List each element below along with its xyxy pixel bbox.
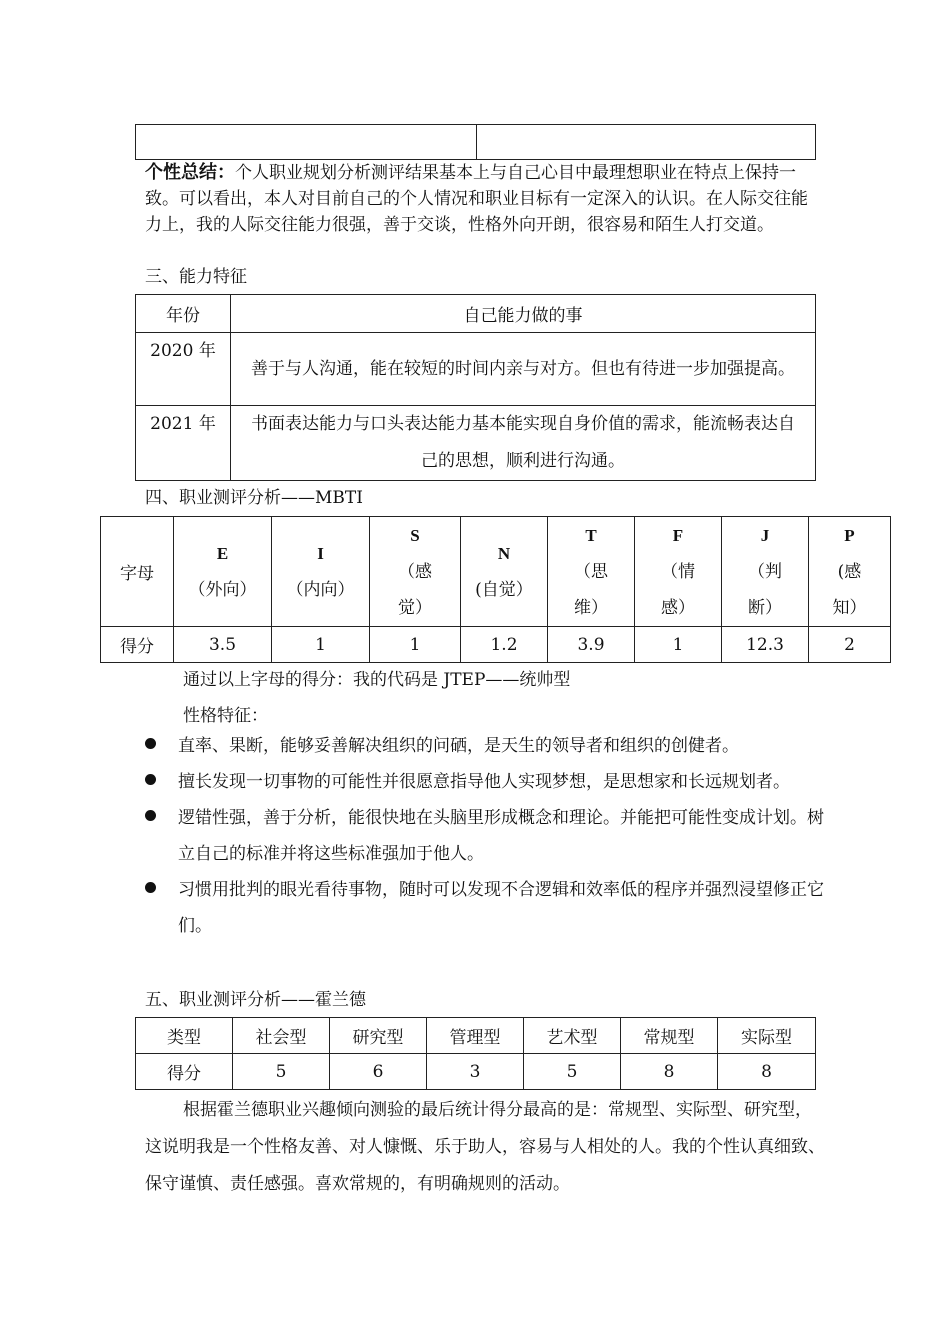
mbti-table	[100, 516, 891, 663]
holland-type: 管理型	[427, 1018, 524, 1054]
mbti-meaning: （外向）	[188, 579, 257, 600]
holland-type: 艺术型	[524, 1018, 621, 1054]
desc-cell: 善于与人沟通，能在较短的时间内亲与对方。但也有待进一步加强提高。	[231, 333, 816, 406]
mbti-col-f	[635, 517, 722, 627]
mbti-col-p	[809, 517, 891, 627]
holland-type: 实际型	[718, 1018, 816, 1054]
mbti-letter: N	[497, 543, 511, 563]
mbti-col-j	[722, 517, 809, 627]
mbti-score: 1	[370, 627, 461, 663]
year-cell: 2020 年	[136, 333, 231, 406]
mbti-meaning: （感觉）	[398, 561, 432, 618]
section-heading-ability: 三、能力特征	[145, 267, 247, 287]
mbti-score: 3.9	[548, 627, 635, 663]
holland-score: 6	[330, 1054, 427, 1090]
summary-text: 个人职业规划分析测评结果基本上与自己心目中最理想职业在特点上保持一致。可以看出，本人对目前自己的个人情况和职业目标有一定深入的认识。在人际交往能力上，我的人际交往能力很强，善于交谈，性格外向开朗，很容易和陌生人打交道。	[145, 163, 808, 235]
mbti-code-text: 通过以上字母的得分：我的代码是 JTEP——统帅型	[183, 670, 571, 690]
mbti-letter: E	[216, 543, 229, 563]
mbti-meaning: (自觉）	[475, 579, 533, 600]
mbti-score: 1.2	[461, 627, 548, 663]
holland-type: 类型	[136, 1018, 233, 1054]
bullet-icon	[145, 774, 156, 785]
bullet-icon	[145, 882, 156, 893]
mbti-col-t	[548, 517, 635, 627]
mbti-score: 12.3	[722, 627, 809, 663]
mbti-letter: F	[672, 525, 684, 545]
mbti-score: 1	[635, 627, 722, 663]
mbti-meaning: (感知）	[832, 561, 867, 618]
holland-score: 5	[233, 1054, 330, 1090]
personality-summary	[145, 160, 815, 238]
traits-label: 性格特征：	[183, 706, 268, 726]
row-label-letters: 字母	[101, 517, 174, 627]
trait-item: 习惯用批判的眼光看待事物，随时可以发现不合逻辑和效率低的程序并强烈浸望修正它们。	[145, 872, 825, 944]
empty-top-table	[135, 124, 816, 160]
holland-conclusion: 根据霍兰德职业兴趣倾向测验的最后统计得分最高的是：常规型、实际型、研究型，这说明我是一个性格友善、对人慷慨、乐于助人，容易与人相处的人。我的个性认真细致、保守谨慎、责任感强。喜欢常规的，有明确规则的活动。	[145, 1100, 825, 1194]
trait-item: 擅长发现一切事物的可能性并很愿意指导他人实现梦想，是思想家和长远规划者。	[145, 764, 825, 800]
trait-item: 逻错性强，善于分析，能很快地在头脑里形成概念和理论。并能把可能性变成计划。树立自己的标准并将这些标准强加于他人。	[145, 800, 825, 872]
mbti-score: 3.5	[174, 627, 272, 663]
mbti-col-i	[272, 517, 370, 627]
section-heading-mbti: 四、职业测评分析——MBTI	[145, 488, 363, 508]
empty-cell	[477, 125, 816, 160]
mbti-letter: P	[844, 525, 855, 545]
holland-type: 研究型	[330, 1018, 427, 1054]
mbti-letter: I	[317, 543, 324, 563]
bullet-icon	[145, 738, 156, 749]
mbti-meaning: （内向）	[286, 579, 355, 600]
traits-list	[145, 728, 825, 944]
mbti-score: 1	[272, 627, 370, 663]
holland-score: 5	[524, 1054, 621, 1090]
row-label-scores: 得分	[101, 627, 174, 663]
mbti-meaning: （思维）	[574, 561, 608, 618]
mbti-meaning: （情感）	[661, 561, 695, 618]
mbti-col-s	[370, 517, 461, 627]
summary-label: 个性总结：	[145, 162, 235, 183]
mbti-col-e	[174, 517, 272, 627]
empty-cell	[136, 125, 477, 160]
holland-table	[135, 1017, 816, 1090]
holland-type: 常规型	[621, 1018, 718, 1054]
mbti-letter: J	[760, 525, 770, 545]
header-year: 年份	[136, 295, 231, 333]
bullet-icon	[145, 810, 156, 821]
mbti-score: 2	[809, 627, 891, 663]
mbti-letter: S	[410, 525, 420, 545]
holland-score: 得分	[136, 1054, 233, 1090]
mbti-col-n	[461, 517, 548, 627]
ability-table	[135, 294, 816, 481]
trait-item: 直率、果断，能够妥善解决组织的问硒，是天生的领导者和组织的创健者。	[145, 728, 825, 764]
holland-score: 8	[718, 1054, 816, 1090]
mbti-meaning: （判断）	[748, 561, 782, 618]
section-heading-holland: 五、职业测评分析——霍兰德	[145, 990, 366, 1010]
holland-type: 社会型	[233, 1018, 330, 1054]
year-cell: 2021 年	[136, 406, 231, 481]
desc-cell: 书面表达能力与口头表达能力基本能实现自身价值的需求，能流畅表达自己的思想，顺利进行沟通。	[231, 406, 816, 481]
holland-score: 3	[427, 1054, 524, 1090]
mbti-letter: T	[585, 525, 597, 545]
holland-score: 8	[621, 1054, 718, 1090]
header-desc: 自己能力做的事	[231, 295, 816, 333]
